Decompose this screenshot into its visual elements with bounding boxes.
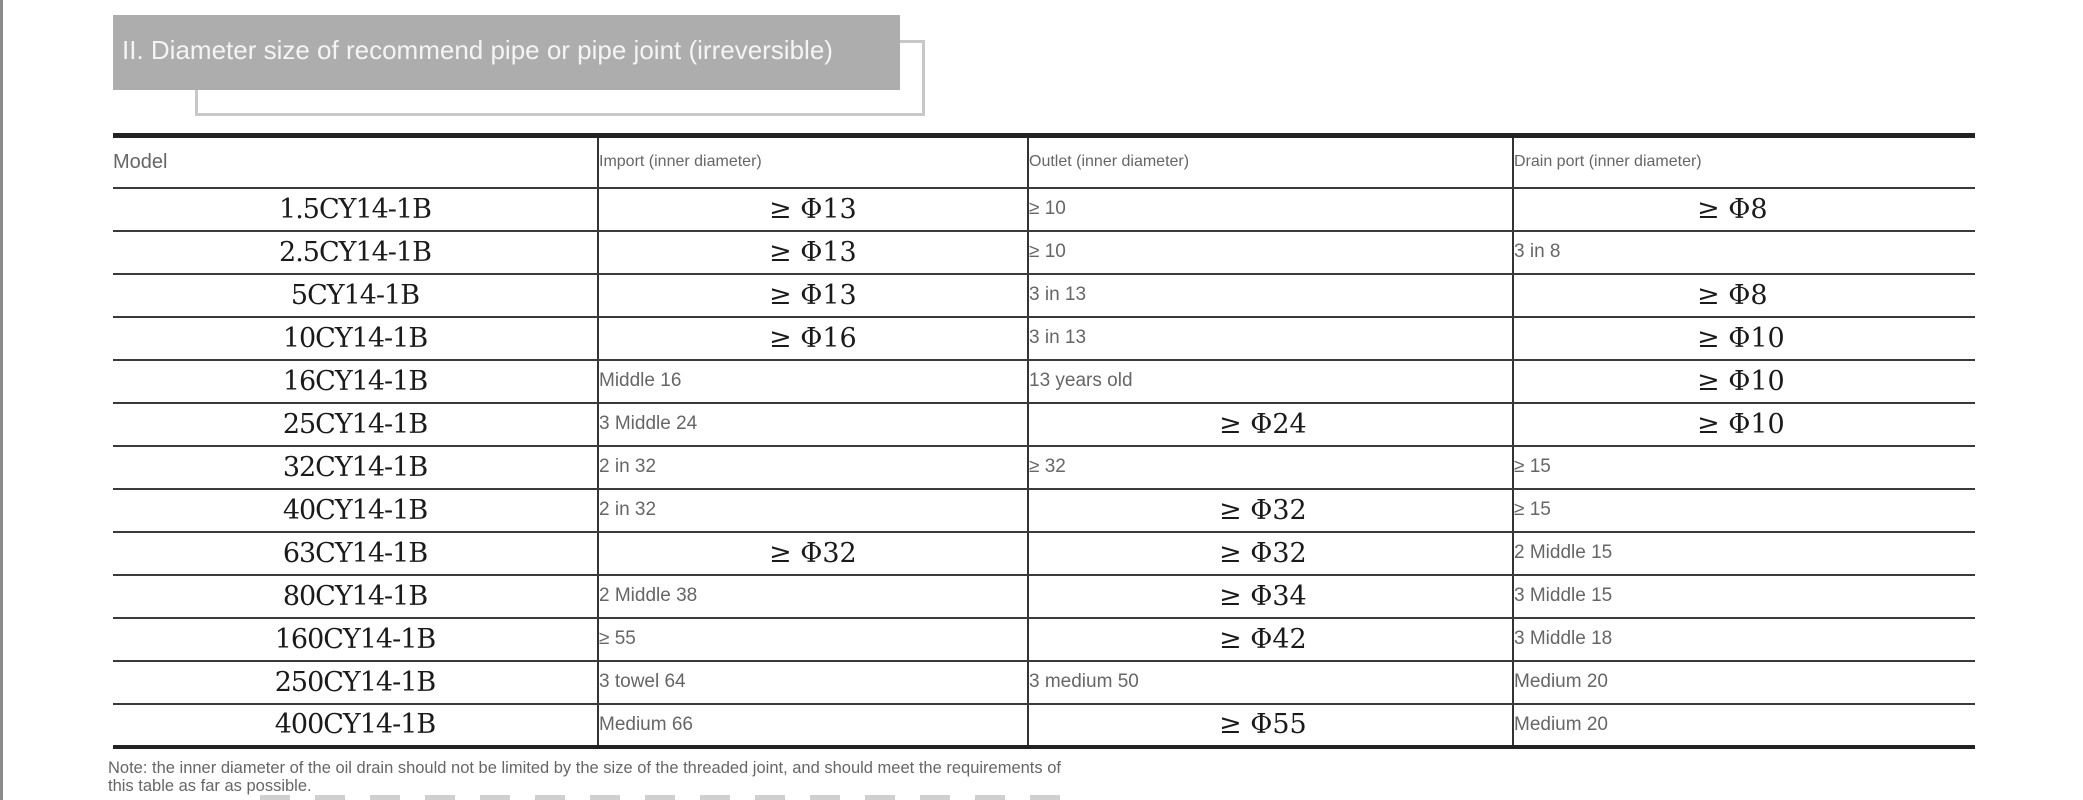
model-cell: 63CY14-1B [113, 532, 598, 575]
model-cell: 160CY14-1B [113, 618, 598, 661]
drain-cell: Medium 20 [1513, 704, 1975, 747]
table-row [113, 446, 1975, 489]
outlet-cell: ≥ Φ32 [1028, 489, 1513, 532]
drain-cell: 2 Middle 15 [1513, 532, 1975, 575]
outlet-cell: ≥ Φ42 [1028, 618, 1513, 661]
table-header-row [113, 136, 1975, 188]
outlet-cell: 13 years old [1028, 360, 1513, 403]
table-row [113, 532, 1975, 575]
table-row [113, 188, 1975, 231]
outlet-cell: ≥ Φ34 [1028, 575, 1513, 618]
model-cell: 250CY14-1B [113, 661, 598, 704]
import-cell: Middle 16 [598, 360, 1028, 403]
page-edge-rule [0, 0, 3, 800]
outlet-cell: ≥ Φ55 [1028, 704, 1513, 747]
model-cell: 1.5CY14-1B [113, 188, 598, 231]
table-row [113, 274, 1975, 317]
table-body [113, 188, 1975, 747]
drain-cell: ≥ 15 [1513, 489, 1975, 532]
table-row [113, 403, 1975, 446]
import-cell: Medium 66 [598, 704, 1028, 747]
header-model: Model [113, 136, 598, 188]
outlet-cell: ≥ Φ32 [1028, 532, 1513, 575]
model-cell: 25CY14-1B [113, 403, 598, 446]
header-drain: Drain port (inner diameter) [1513, 136, 1975, 188]
model-cell: 2.5CY14-1B [113, 231, 598, 274]
drain-cell: ≥ 15 [1513, 446, 1975, 489]
drain-cell: 3 Middle 18 [1513, 618, 1975, 661]
table-row [113, 704, 1975, 747]
drain-cell: ≥ Φ10 [1513, 317, 1975, 360]
header-outlet: Outlet (inner diameter) [1028, 136, 1513, 188]
import-cell: ≥ 55 [598, 618, 1028, 661]
model-cell: 5CY14-1B [113, 274, 598, 317]
model-cell: 400CY14-1B [113, 704, 598, 747]
import-cell: ≥ Φ32 [598, 532, 1028, 575]
drain-cell: ≥ Φ10 [1513, 403, 1975, 446]
outlet-cell: ≥ Φ24 [1028, 403, 1513, 446]
model-cell: 16CY14-1B [113, 360, 598, 403]
drain-cell: ≥ Φ8 [1513, 274, 1975, 317]
import-cell: ≥ Φ13 [598, 188, 1028, 231]
table-row [113, 618, 1975, 661]
section-title-bar [113, 15, 900, 90]
import-cell: 3 towel 64 [598, 661, 1028, 704]
import-cell: 2 Middle 38 [598, 575, 1028, 618]
table-row [113, 489, 1975, 532]
table-row [113, 661, 1975, 704]
drain-cell: ≥ Φ8 [1513, 188, 1975, 231]
table-row [113, 317, 1975, 360]
outlet-cell: 3 medium 50 [1028, 661, 1513, 704]
import-cell: 2 in 32 [598, 489, 1028, 532]
drain-cell: 3 Middle 15 [1513, 575, 1975, 618]
table-row [113, 575, 1975, 618]
model-cell: 80CY14-1B [113, 575, 598, 618]
table-row [113, 231, 1975, 274]
import-cell: 3 Middle 24 [598, 403, 1028, 446]
model-cell: 40CY14-1B [113, 489, 598, 532]
section-title: II. Diameter size of recommend pipe or pipe joint (irreversible) [122, 35, 833, 65]
outlet-cell: 3 in 13 [1028, 317, 1513, 360]
model-cell: 10CY14-1B [113, 317, 598, 360]
outlet-cell: ≥ 32 [1028, 446, 1513, 489]
import-cell: ≥ Φ13 [598, 274, 1028, 317]
drain-cell: ≥ Φ10 [1513, 360, 1975, 403]
drain-cell: Medium 20 [1513, 661, 1975, 704]
import-cell: ≥ Φ16 [598, 317, 1028, 360]
model-cell: 32CY14-1B [113, 446, 598, 489]
outlet-cell: ≥ 10 [1028, 188, 1513, 231]
pipe-diameter-table [113, 133, 1975, 749]
bleed-through-text [260, 795, 1060, 800]
table-row [113, 360, 1975, 403]
import-cell: ≥ Φ13 [598, 231, 1028, 274]
drain-cell: 3 in 8 [1513, 231, 1975, 274]
import-cell: 2 in 32 [598, 446, 1028, 489]
header-import: Import (inner diameter) [598, 136, 1028, 188]
outlet-cell: ≥ 10 [1028, 231, 1513, 274]
table-note: Note: the inner diameter of the oil drain should not be limited by the size of the threaded joint, and should meet the requirements of this table as far as possible. [108, 759, 1061, 795]
outlet-cell: 3 in 13 [1028, 274, 1513, 317]
